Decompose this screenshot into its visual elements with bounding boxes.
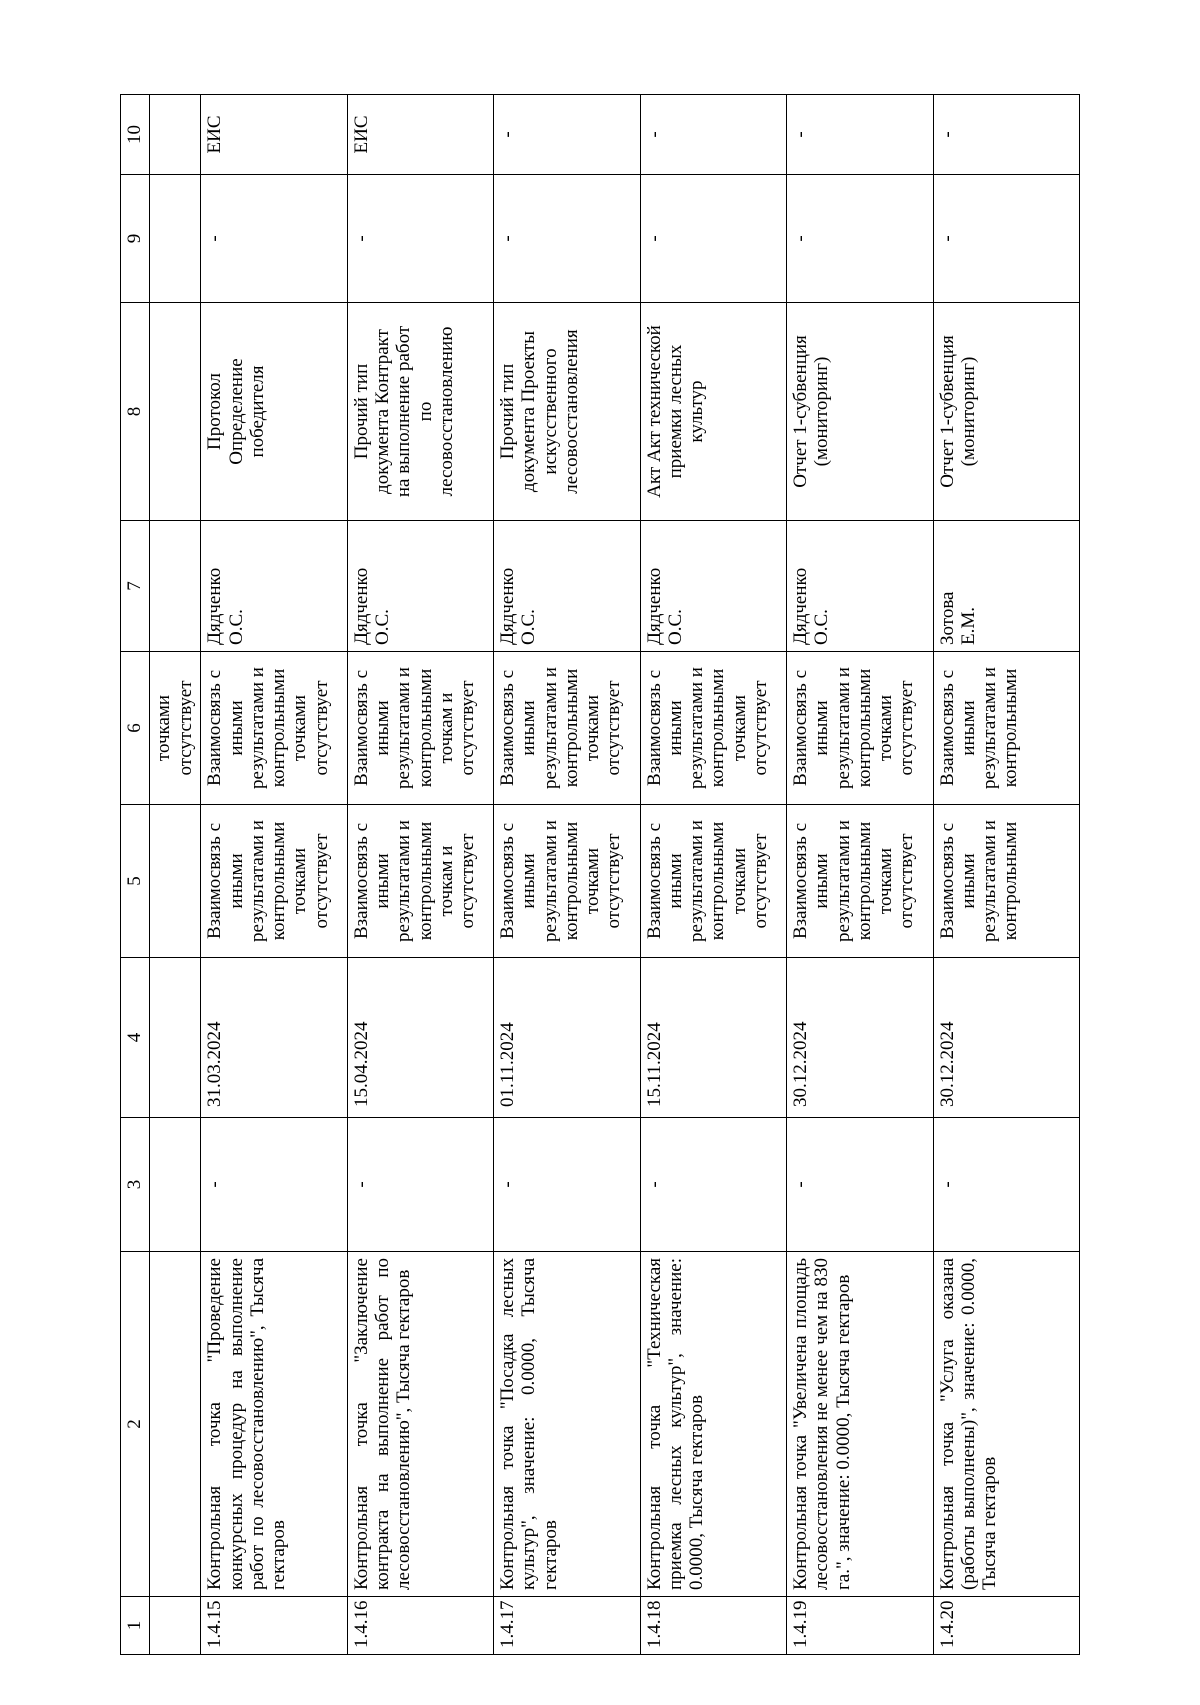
confirming-document: Акт Акт технической приемки лесных культур — [640, 303, 786, 521]
column-6-relation: Взаимосвязь с иными результатами и контрольными точками отсутствует — [787, 652, 933, 805]
due-date: 30.12.2024 — [787, 958, 933, 1118]
responsible-person: Дядченко О.С. — [201, 521, 347, 652]
column-number: 9 — [121, 175, 150, 303]
column-9-value: - — [347, 175, 493, 303]
table-row — [933, 95, 1079, 1655]
responsible-person: Дядченко О.С. — [347, 521, 493, 652]
control-points-table — [120, 94, 1080, 1655]
table-row — [201, 95, 347, 1655]
information-system: - — [640, 95, 786, 175]
column-5-relation: Взаимосвязь с иными результатами и контрольными точками отсутствует — [640, 805, 786, 958]
column-9-value: - — [201, 175, 347, 303]
column-number: 10 — [121, 95, 150, 175]
due-date: 30.12.2024 — [933, 958, 1079, 1118]
table-row — [640, 95, 786, 1655]
row-number: 1.4.15 — [201, 1597, 347, 1655]
column-6-relation: Взаимосвязь с иными результатами и контрольными — [933, 652, 1079, 805]
control-point-name: Контрольная точка "Техническая приемка лесных культур", значение: 0.0000, Тысяча гектаров — [640, 1252, 786, 1597]
confirming-document: Протокол Определение победителя — [201, 303, 347, 521]
column-5-relation: Взаимосвязь с иными результатами и контрольными точками отсутствует — [201, 805, 347, 958]
row-number: 1.4.16 — [347, 1597, 493, 1655]
column-6-relation: Взаимосвязь с иными результатами и контрольными точками отсутствует — [201, 652, 347, 805]
row-number: 1.4.18 — [640, 1597, 786, 1655]
column-3-value: - — [201, 1118, 347, 1252]
column-9-value: - — [494, 175, 640, 303]
due-date: 31.03.2024 — [201, 958, 347, 1118]
column-5-relation: Взаимосвязь с иными результатами и контрольными точкам и отсутствует — [347, 805, 493, 958]
confirming-document: Отчет 1-субвенция (мониторинг) — [933, 303, 1079, 521]
column-number: 4 — [121, 958, 150, 1118]
column-number: 3 — [121, 1118, 150, 1252]
column-number: 2 — [121, 1252, 150, 1597]
column-6-relation: Взаимосвязь с иными результатами и контрольными точкам и отсутствует — [347, 652, 493, 805]
control-point-name: Контрольная точка "Увеличена площадь лесовосстановления не менее чем на 830 га.", значение: 0.0000, Тысяча гектаров — [787, 1252, 933, 1597]
column-6-relation: Взаимосвязь с иными результатами и контрольными точками отсутствует — [494, 652, 640, 805]
column-9-value: - — [787, 175, 933, 303]
due-date: 15.04.2024 — [347, 958, 493, 1118]
continuation-row — [150, 95, 201, 1655]
column-number: 6 — [121, 652, 150, 805]
column-6-relation: Взаимосвязь с иными результатами и контрольными точками отсутствует — [640, 652, 786, 805]
control-point-name: Контрольная точка "Проведение конкурсных процедур на выполнение работ по лесовосстановлению", Тысяча гектаров — [201, 1252, 347, 1597]
continuation-text: точками отсутствует — [150, 652, 201, 805]
information-system: - — [494, 95, 640, 175]
column-5-relation: Взаимосвязь с иными результатами и контрольными — [933, 805, 1079, 958]
column-9-value: - — [933, 175, 1079, 303]
responsible-person: Зотова Е.М. — [933, 521, 1079, 652]
table-row — [347, 95, 493, 1655]
responsible-person: Дядченко О.С. — [787, 521, 933, 652]
row-number: 1.4.20 — [933, 1597, 1079, 1655]
information-system: - — [933, 95, 1079, 175]
column-3-value: - — [787, 1118, 933, 1252]
information-system: ЕИС — [201, 95, 347, 175]
column-number: 1 — [121, 1597, 150, 1655]
column-5-relation: Взаимосвязь с иными результатами и контрольными точками отсутствует — [787, 805, 933, 958]
column-number: 7 — [121, 521, 150, 652]
column-3-value: - — [494, 1118, 640, 1252]
control-point-name: Контрольная точка "Заключение контракта на выполнение работ по лесовосстановлению", Тысяча гектаров — [347, 1252, 493, 1597]
responsible-person: Дядченко О.С. — [494, 521, 640, 652]
due-date: 01.11.2024 — [494, 958, 640, 1118]
row-number: 1.4.19 — [787, 1597, 933, 1655]
column-3-value: - — [347, 1118, 493, 1252]
confirming-document: Отчет 1-субвенция (мониторинг) — [787, 303, 933, 521]
table-row — [787, 95, 933, 1655]
column-3-value: - — [933, 1118, 1079, 1252]
row-number: 1.4.17 — [494, 1597, 640, 1655]
confirming-document: Прочий тип документа Контракт на выполнение работ по лесовосстановлению — [347, 303, 493, 521]
document-page — [120, 95, 1080, 1655]
responsible-person: Дядченко О.С. — [640, 521, 786, 652]
confirming-document: Прочий тип документа Проекты искусственного лесовосстановления — [494, 303, 640, 521]
column-number-row — [121, 95, 150, 1655]
information-system: ЕИС — [347, 95, 493, 175]
column-number: 8 — [121, 303, 150, 521]
information-system: - — [787, 95, 933, 175]
column-5-relation: Взаимосвязь с иными результатами и контрольными точками отсутствует — [494, 805, 640, 958]
due-date: 15.11.2024 — [640, 958, 786, 1118]
column-3-value: - — [640, 1118, 786, 1252]
control-point-name: Контрольная точка "Посадка лесных культур", значение: 0.0000, Тысяча гектаров — [494, 1252, 640, 1597]
column-number: 5 — [121, 805, 150, 958]
control-point-name: Контрольная точка "Услуга оказана (работы выполнены)", значение: 0.0000, Тысяча гектаров — [933, 1252, 1079, 1597]
table-row — [494, 95, 640, 1655]
column-9-value: - — [640, 175, 786, 303]
